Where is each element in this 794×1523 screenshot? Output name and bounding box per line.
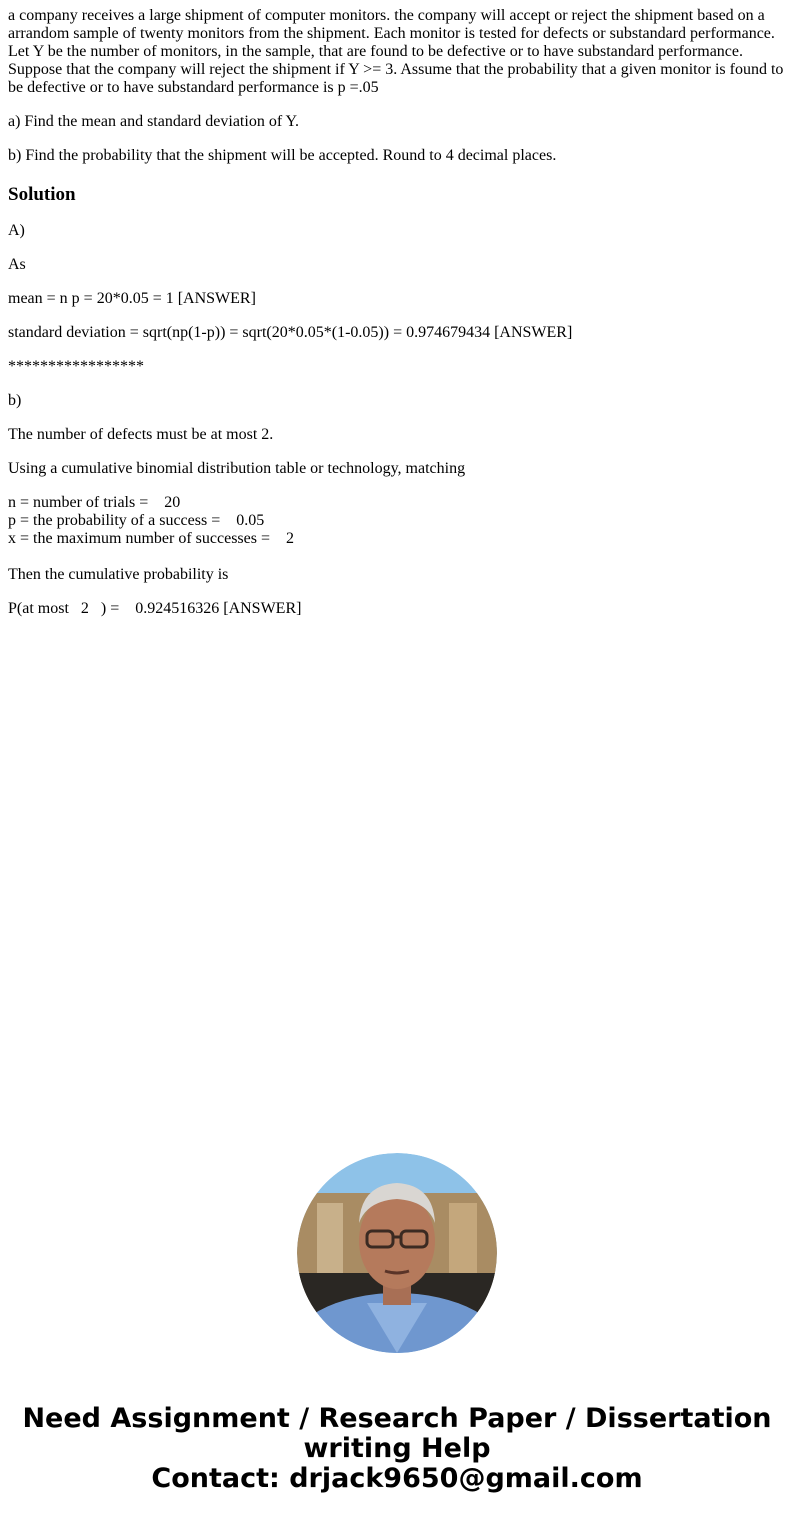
solution-standard-deviation: standard deviation = sqrt(np(1-p)) = sqrt(20*0.05*(1-0.05)) = 0.974679434 [ANSWER] (8, 324, 573, 341)
binomial-parameters (8, 494, 786, 548)
promo-line-1: Need Assignment / Research Paper / Dissertation (22, 1403, 772, 1434)
separator: ***************** (8, 358, 144, 375)
solution-heading: Solution (8, 184, 76, 205)
solution-at-most: The number of defects must be at most 2. (8, 426, 274, 443)
contact-email: Contact: drjack9650@gmail.com (151, 1463, 643, 1494)
solution-as: As (8, 256, 26, 273)
solution-mean: mean = n p = 20*0.05 = 1 [ANSWER] (8, 290, 256, 307)
param-n: n = number of trials = 20 (8, 494, 181, 511)
problem-statement: a company receives a large shipment of computer monitors. the company will accept or reject the shipment based on a arrandom sample of twenty monitors from the shipment. Each monitor is tested for defects or substandard performance. Let Y be the number of monitors, in the sample, that are found to be defective or to have substandard performance. Suppose that the company will reject the shipment if Y >= 3. Assume that the probability that a given monitor is found to be defective or to have substandard performance is p =.05 (8, 7, 784, 96)
promo-line-2: writing Help (303, 1433, 491, 1464)
solution-result: P(at most 2 ) = 0.924516326 [ANSWER] (8, 600, 302, 617)
question-part-a: a) Find the mean and standard deviation of Y. (8, 113, 300, 130)
solution-then: Then the cumulative probability is (8, 566, 229, 583)
solution-a-label: A) (8, 222, 25, 239)
document-content (8, 7, 786, 618)
author-avatar (297, 1153, 497, 1353)
promo-footer (0, 1404, 794, 1494)
solution-b-label: b) (8, 392, 22, 409)
solution-using: Using a cumulative binomial distribution table or technology, matching (8, 460, 466, 477)
question-part-b: b) Find the probability that the shipment will be accepted. Round to 4 decimal places. (8, 147, 557, 164)
param-x: x = the maximum number of successes = 2 (8, 530, 294, 547)
param-p: p = the probability of a success = 0.05 (8, 512, 265, 529)
author-photo (297, 1153, 497, 1353)
